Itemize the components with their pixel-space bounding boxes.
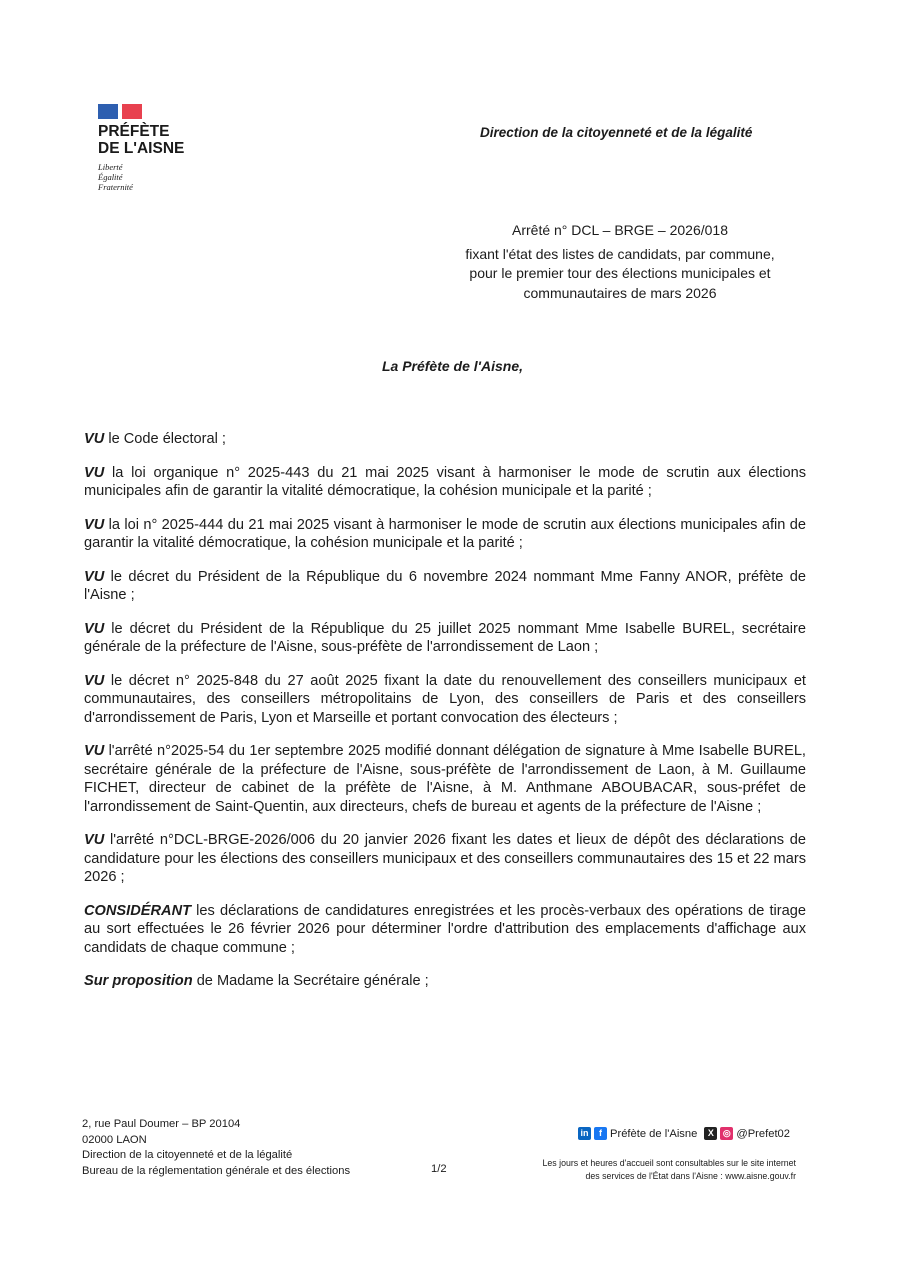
linkedin-icon[interactable]: in (578, 1127, 591, 1140)
paragraph (84, 831, 806, 887)
paragraph-text: l'arrêté n°DCL-BRGE-2026/006 du 20 janvier 2026 fixant les dates et lieux de dépôt des déclarations de candidature pour les élections des conseillers municipaux et des conseillers communautaires des 15 et 22 mars 2026 ; (84, 832, 806, 885)
address-line: 2, rue Paul Doumer – BP 20104 (82, 1118, 241, 1130)
direction-heading: Direction de la citoyenneté et de la légalité (480, 125, 753, 140)
social-handle: @Prefet02 (736, 1127, 790, 1140)
facebook-icon[interactable]: f (594, 1127, 607, 1140)
paragraph-lead: VU (84, 464, 105, 481)
info-line: Les jours et heures d'accueil sont consultables sur le site internet (542, 1158, 796, 1168)
motto-liberte: Liberté (98, 162, 123, 172)
arrete-heading (440, 221, 800, 303)
x-icon[interactable]: X (704, 1127, 717, 1140)
paragraph (84, 568, 806, 605)
paragraph-text: les déclarations de candidatures enregistrées et les procès-verbaux des opérations de tirage au sort effectuées le 26 février 2026 pour déterminer l'ordre d'attribution des emplacements d'affichage aux candidats de chaque commune ; (84, 902, 806, 956)
paragraph-text: la loi organique n° 2025-443 du 21 mai 2025 visant à harmoniser le mode de scrutin aux élections municipales afin de garantir la vitalité démocratique, la cohésion municipale et la parité ; (84, 464, 806, 499)
instagram-icon[interactable]: ◎ (720, 1127, 733, 1140)
authority: La Préfète de l'Aisne, (381, 358, 524, 374)
paragraph (84, 464, 806, 501)
paragraph-text: de Madame la Secrétaire générale ; (192, 973, 429, 989)
address-line: 02000 LAON (82, 1133, 147, 1146)
paragraph-text: le décret n° 2025-848 du 27 août 2025 fixant la date du renouvellement des conseillers municipaux et communautaires, des conseillers métropolitains de Lyon, des conseillers de Paris et des conseillers d'arrondissement de Paris, Lyon et Marseille et portant convocation des électeurs ; (84, 672, 806, 726)
logo-line-2: DE L'AISNE (98, 140, 185, 157)
arrete-number: Arrêté n° DCL – BRGE – 2026/018 (512, 222, 728, 238)
arrete-title-line: fixant l'état des listes de candidats, par commune, (465, 245, 775, 262)
motto-fraternite: Fraternité (98, 182, 133, 192)
paragraph-lead: VU (84, 743, 105, 759)
paragraph-text: l'arrêté n°2025-54 du 1er septembre 2025 modifié donnant délégation de signature à Mme Isabelle BUREL, secrétaire générale de la préfecture de l'Aisne, sous-préfète de l'arrondissement de Laon, à M. Guillaume FICHET, directeur de cabinet de la préfète de l'Aisne, à M. Anthmane ABOUBACAR, sous-préfet de l'arrondissement de Saint-Quentin, aux directeurs, chefs de bureau et agents de la préfecture de l'Aisne ; (84, 743, 806, 815)
paragraph-lead: VU (84, 620, 105, 637)
paragraph (84, 742, 806, 816)
page-number: 1/2 (431, 1163, 447, 1175)
prefecture-logo (98, 104, 184, 192)
paragraph-text: le décret du Président de la République du 6 novembre 2024 nommant Mme Fanny ANOR, préfète de l'Aisne ; (84, 568, 806, 603)
paragraph-lead: CONSIDÉRANT (84, 902, 192, 919)
paragraph (84, 902, 806, 958)
arrete-title-line: pour le premier tour des élections municipales et (469, 265, 771, 281)
paragraph (84, 516, 806, 553)
paragraph (84, 672, 806, 728)
info-line: des services de l'État dans l'Aisne : www.aisne.gouv.fr (585, 1170, 796, 1181)
paragraph-text: le décret du Président de la République du 25 juillet 2025 nommant Mme Isabelle BUREL, secrétaire générale de la préfecture de l'Aisne, sous-préfète de l'arrondissement de Laon ; (84, 620, 806, 655)
marianne-flag-icon (98, 104, 184, 119)
social-name: Préfète de l'Aisne (610, 1127, 698, 1140)
paragraph (84, 620, 806, 657)
address-line: Bureau de la réglementation générale et des élections (82, 1164, 351, 1177)
motto-egalite: Égalité (98, 172, 123, 182)
paragraph-lead: VU (84, 672, 105, 689)
address-line: Direction de la citoyenneté et de la légalité (82, 1149, 293, 1161)
paragraph-lead: VU (84, 832, 105, 848)
paragraph (84, 972, 806, 991)
motto (98, 162, 184, 192)
paragraph-text: le Code électoral ; (104, 431, 226, 447)
document-body (84, 430, 806, 1006)
paragraph-lead: VU (84, 516, 105, 533)
paragraph-lead: VU (84, 431, 105, 447)
logo-line-1: PRÉFÈTE (98, 123, 170, 140)
arrete-title-line: communautaires de mars 2026 (523, 284, 717, 301)
paragraph-text: la loi n° 2025-444 du 21 mai 2025 visant à harmoniser le mode de scrutin aux élections municipales afin de garantir la vitalité démocratique, la cohésion municipale et la parité ; (84, 516, 806, 551)
paragraph-lead: VU (84, 568, 105, 585)
paragraph (84, 430, 806, 449)
paragraph-lead: Sur proposition (84, 973, 193, 989)
opening-hours-info (500, 1157, 796, 1182)
footer-address (82, 1117, 350, 1179)
social-links (578, 1127, 790, 1140)
